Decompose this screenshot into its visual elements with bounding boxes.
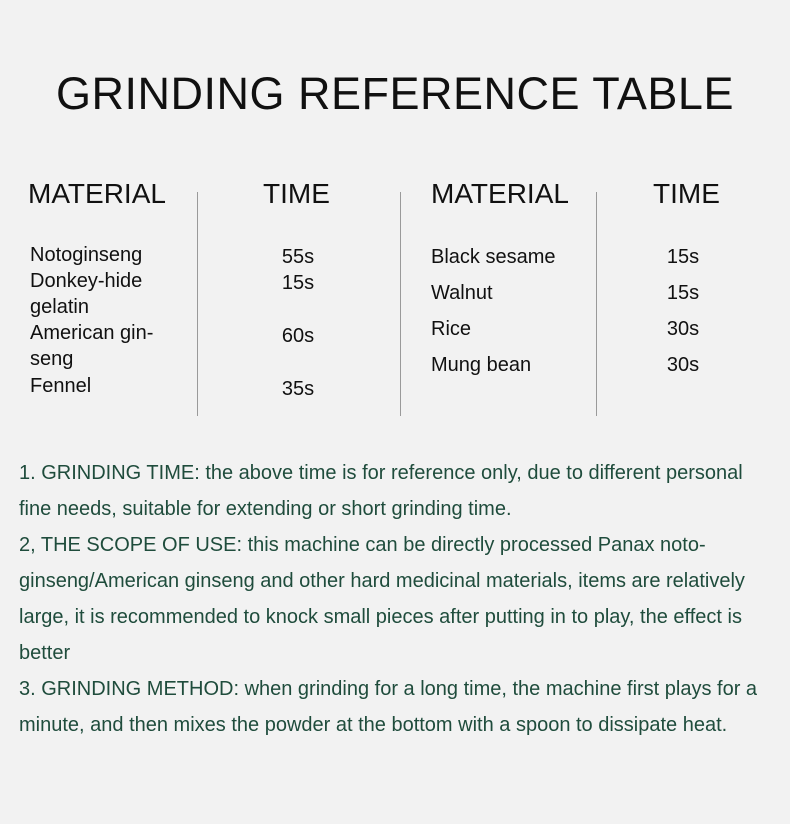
left-material-header: MATERIAL [28, 178, 166, 209]
time-cell: 30s [666, 354, 700, 376]
material-cell: Walnut [431, 282, 493, 304]
note-paragraph: 1. GRINDING TIME: the above time is for reference only, due to different personal fine needs, suitable for extending or short grinding time. [19, 462, 743, 520]
material-cell: Notoginseng [30, 244, 143, 266]
divider [197, 192, 198, 416]
divider [400, 192, 401, 416]
right-time-header: TIME [653, 178, 720, 209]
right-material-header: MATERIAL [431, 178, 569, 209]
time-cell: 15s [281, 272, 315, 294]
note-paragraph: 2, THE SCOPE OF USE: this machine can be directly processed Panax noto-ginseng/American ginseng and other hard medicinal materials, items are relatively large, it is recommended to knock small pieces after putting in to play, the effect is better [19, 534, 745, 664]
time-cell: 15s [666, 246, 700, 268]
time-cell: 55s [281, 246, 315, 268]
material-cell: American gin-seng [30, 322, 154, 370]
material-cell: Mung bean [431, 354, 532, 376]
left-time-header: TIME [263, 178, 330, 209]
time-cell: 15s [666, 282, 700, 304]
time-cell: 35s [281, 378, 315, 400]
material-cell: Black sesame [431, 246, 556, 268]
notes-section [19, 455, 779, 743]
note-paragraph: 3. GRINDING METHOD: when grinding for a long time, the machine first plays for a minute, and then mixes the powder at the bottom with a spoon to dissipate heat. [19, 678, 758, 736]
material-cell: Rice [431, 318, 472, 340]
page-title: GRINDING REFERENCE TABLE [56, 68, 734, 119]
divider [596, 192, 597, 416]
material-cell: Fennel [30, 375, 92, 397]
time-cell: 60s [281, 325, 315, 347]
material-cell: Donkey-hide gelatin [30, 270, 143, 318]
time-cell: 30s [666, 318, 700, 340]
